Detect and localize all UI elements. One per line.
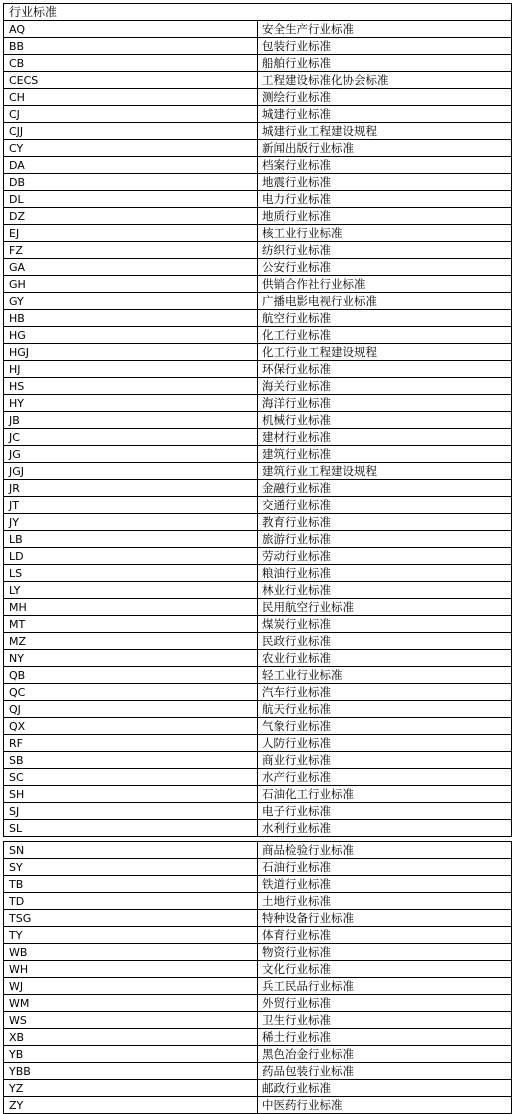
standard-name: 环保行业标准 xyxy=(258,361,512,378)
standard-name: 轻工业行业标准 xyxy=(258,667,512,684)
standard-code: HY xyxy=(4,395,258,412)
standard-code: FZ xyxy=(4,242,258,259)
table-row xyxy=(4,820,512,837)
table-row xyxy=(4,446,512,463)
standard-name: 包装行业标准 xyxy=(258,38,512,55)
table-row xyxy=(4,208,512,225)
table-row xyxy=(4,293,512,310)
standard-code: SY xyxy=(4,859,258,876)
table-row xyxy=(4,89,512,106)
standard-code: JY xyxy=(4,514,258,531)
standard-code: MH xyxy=(4,599,258,616)
table-row xyxy=(4,1029,512,1046)
standard-name: 林业行业标准 xyxy=(258,582,512,599)
standard-name: 安全生产行业标准 xyxy=(258,21,512,38)
standard-name: 建筑行业工程建设规程 xyxy=(258,463,512,480)
standard-name: 城建行业标准 xyxy=(258,106,512,123)
table-row xyxy=(4,803,512,820)
standard-code: TY xyxy=(4,927,258,944)
standard-code: QB xyxy=(4,667,258,684)
table-row xyxy=(4,893,512,910)
table-row xyxy=(4,21,512,38)
standard-name: 药品包装行业标准 xyxy=(258,1063,512,1080)
standard-name: 机械行业标准 xyxy=(258,412,512,429)
table-row xyxy=(4,548,512,565)
standard-name: 广播电影电视行业标准 xyxy=(258,293,512,310)
table-row xyxy=(4,769,512,786)
standard-code: RF xyxy=(4,735,258,752)
table-row xyxy=(4,514,512,531)
standard-name: 建筑行业标准 xyxy=(258,446,512,463)
table-row xyxy=(4,259,512,276)
standard-code: DZ xyxy=(4,208,258,225)
standard-name: 外贸行业标准 xyxy=(258,995,512,1012)
table-row xyxy=(4,140,512,157)
table-row xyxy=(4,157,512,174)
standard-name: 电力行业标准 xyxy=(258,191,512,208)
standard-code: JR xyxy=(4,480,258,497)
table-row xyxy=(4,927,512,944)
standard-name: 人防行业标准 xyxy=(258,735,512,752)
standard-name: 海关行业标准 xyxy=(258,378,512,395)
standard-name: 物资行业标准 xyxy=(258,944,512,961)
table-row xyxy=(4,106,512,123)
standard-code: JG xyxy=(4,446,258,463)
standard-name: 交通行业标准 xyxy=(258,497,512,514)
table-row xyxy=(4,995,512,1012)
table-row xyxy=(4,123,512,140)
standard-code: SB xyxy=(4,752,258,769)
standard-name: 铁道行业标准 xyxy=(258,876,512,893)
standard-code: BB xyxy=(4,38,258,55)
table-row xyxy=(4,395,512,412)
standard-code: WB xyxy=(4,944,258,961)
standard-name: 核工业行业标准 xyxy=(258,225,512,242)
table-row xyxy=(4,344,512,361)
standard-code: ZY xyxy=(4,1097,258,1114)
standard-name: 纺织行业标准 xyxy=(258,242,512,259)
table-row xyxy=(4,961,512,978)
standard-name: 金融行业标准 xyxy=(258,480,512,497)
standard-code: NY xyxy=(4,650,258,667)
standard-name: 兵工民品行业标准 xyxy=(258,978,512,995)
table-row xyxy=(4,735,512,752)
standard-name: 档案行业标准 xyxy=(258,157,512,174)
table-row xyxy=(4,1080,512,1097)
table-row xyxy=(4,378,512,395)
standard-name: 电子行业标准 xyxy=(258,803,512,820)
standards-table-part1 xyxy=(3,3,512,837)
standard-name: 船舶行业标准 xyxy=(258,55,512,72)
standard-code: HJ xyxy=(4,361,258,378)
table-row xyxy=(4,1097,512,1114)
table-row xyxy=(4,38,512,55)
table-row xyxy=(4,1012,512,1029)
standard-code: YZ xyxy=(4,1080,258,1097)
standard-name: 地质行业标准 xyxy=(258,208,512,225)
standard-name: 航空行业标准 xyxy=(258,310,512,327)
table-row xyxy=(4,327,512,344)
standard-code: CB xyxy=(4,55,258,72)
standard-name: 农业行业标准 xyxy=(258,650,512,667)
standard-code: JB xyxy=(4,412,258,429)
table-row xyxy=(4,480,512,497)
table-row xyxy=(4,174,512,191)
table-row xyxy=(4,752,512,769)
table-row xyxy=(4,412,512,429)
standard-name: 中医药行业标准 xyxy=(258,1097,512,1114)
standard-name: 粮油行业标准 xyxy=(258,565,512,582)
standard-name: 供销合作社行业标准 xyxy=(258,276,512,293)
table-title: 行业标准 xyxy=(4,4,512,21)
standard-code: SL xyxy=(4,820,258,837)
standard-code: TB xyxy=(4,876,258,893)
standards-table-part2 xyxy=(3,841,512,1114)
standard-code: JC xyxy=(4,429,258,446)
standard-code: JT xyxy=(4,497,258,514)
standard-name: 体育行业标准 xyxy=(258,927,512,944)
table-row xyxy=(4,684,512,701)
table-row xyxy=(4,531,512,548)
standard-code: WH xyxy=(4,961,258,978)
standard-code: HGJ xyxy=(4,344,258,361)
standard-code: TSG xyxy=(4,910,258,927)
standard-name: 航天行业标准 xyxy=(258,701,512,718)
standard-code: HG xyxy=(4,327,258,344)
standard-code: HS xyxy=(4,378,258,395)
table-row xyxy=(4,859,512,876)
standard-code: DB xyxy=(4,174,258,191)
standard-name: 城建行业工程建设规程 xyxy=(258,123,512,140)
standard-code: XB xyxy=(4,1029,258,1046)
standard-code: YBB xyxy=(4,1063,258,1080)
standard-code: GA xyxy=(4,259,258,276)
table-row xyxy=(4,565,512,582)
standard-code: QX xyxy=(4,718,258,735)
standard-name: 测绘行业标准 xyxy=(258,89,512,106)
standard-name: 地震行业标准 xyxy=(258,174,512,191)
table-row xyxy=(4,225,512,242)
standard-code: SN xyxy=(4,842,258,859)
standard-code: TD xyxy=(4,893,258,910)
table-row xyxy=(4,429,512,446)
table-row xyxy=(4,55,512,72)
standard-code: LS xyxy=(4,565,258,582)
standard-name: 石油化工行业标准 xyxy=(258,786,512,803)
table-row xyxy=(4,276,512,293)
standard-code: LB xyxy=(4,531,258,548)
standard-name: 民政行业标准 xyxy=(258,633,512,650)
table-row xyxy=(4,599,512,616)
table-row xyxy=(4,242,512,259)
standard-code: QC xyxy=(4,684,258,701)
standard-code: CJ xyxy=(4,106,258,123)
standard-name: 化工行业标准 xyxy=(258,327,512,344)
standard-name: 特种设备行业标准 xyxy=(258,910,512,927)
standard-name: 水利行业标准 xyxy=(258,820,512,837)
standard-name: 民用航空行业标准 xyxy=(258,599,512,616)
standard-code: AQ xyxy=(4,21,258,38)
table-row xyxy=(4,944,512,961)
table-row xyxy=(4,616,512,633)
standard-code: SH xyxy=(4,786,258,803)
standard-code: LD xyxy=(4,548,258,565)
standard-name: 煤炭行业标准 xyxy=(258,616,512,633)
standard-name: 石油行业标准 xyxy=(258,859,512,876)
standard-name: 邮政行业标准 xyxy=(258,1080,512,1097)
table-row xyxy=(4,876,512,893)
standard-code: GY xyxy=(4,293,258,310)
standard-code: YB xyxy=(4,1046,258,1063)
standard-name: 卫生行业标准 xyxy=(258,1012,512,1029)
table-row xyxy=(4,1046,512,1063)
standard-name: 建材行业标准 xyxy=(258,429,512,446)
standard-name: 汽车行业标准 xyxy=(258,684,512,701)
table-row xyxy=(4,582,512,599)
table-row xyxy=(4,910,512,927)
standard-name: 稀土行业标准 xyxy=(258,1029,512,1046)
standard-name: 气象行业标准 xyxy=(258,718,512,735)
table-row xyxy=(4,497,512,514)
standard-code: GH xyxy=(4,276,258,293)
standard-code: EJ xyxy=(4,225,258,242)
table-row xyxy=(4,786,512,803)
standard-code: DL xyxy=(4,191,258,208)
table-row xyxy=(4,701,512,718)
table-row xyxy=(4,718,512,735)
standard-code: WM xyxy=(4,995,258,1012)
standard-code: WS xyxy=(4,1012,258,1029)
standard-code: CH xyxy=(4,89,258,106)
standard-code: CJJ xyxy=(4,123,258,140)
table-row xyxy=(4,310,512,327)
standard-name: 新闻出版行业标准 xyxy=(258,140,512,157)
standard-name: 水产行业标准 xyxy=(258,769,512,786)
table-title-row xyxy=(4,4,512,21)
standard-name: 土地行业标准 xyxy=(258,893,512,910)
standard-name: 商品检验行业标准 xyxy=(258,842,512,859)
standard-name: 旅游行业标准 xyxy=(258,531,512,548)
standard-code: LY xyxy=(4,582,258,599)
standard-code: WJ xyxy=(4,978,258,995)
standard-code: CECS xyxy=(4,72,258,89)
standard-name: 黑色冶金行业标准 xyxy=(258,1046,512,1063)
standard-name: 商业行业标准 xyxy=(258,752,512,769)
standard-code: CY xyxy=(4,140,258,157)
standard-code: SJ xyxy=(4,803,258,820)
table-row xyxy=(4,463,512,480)
table-row xyxy=(4,361,512,378)
standard-code: DA xyxy=(4,157,258,174)
standard-code: HB xyxy=(4,310,258,327)
standard-name: 工程建设标准化协会标准 xyxy=(258,72,512,89)
standard-code: MZ xyxy=(4,633,258,650)
standard-name: 公安行业标准 xyxy=(258,259,512,276)
table-row xyxy=(4,633,512,650)
standard-name: 海洋行业标准 xyxy=(258,395,512,412)
standard-name: 劳动行业标准 xyxy=(258,548,512,565)
table-row xyxy=(4,191,512,208)
table-row xyxy=(4,667,512,684)
table-row xyxy=(4,650,512,667)
table-row xyxy=(4,1063,512,1080)
standard-name: 文化行业标准 xyxy=(258,961,512,978)
standard-name: 教育行业标准 xyxy=(258,514,512,531)
table-row xyxy=(4,842,512,859)
standard-code: JGJ xyxy=(4,463,258,480)
standard-code: SC xyxy=(4,769,258,786)
standard-name: 化工行业工程建设规程 xyxy=(258,344,512,361)
table-row xyxy=(4,978,512,995)
standard-code: MT xyxy=(4,616,258,633)
standard-code: QJ xyxy=(4,701,258,718)
table-row xyxy=(4,72,512,89)
